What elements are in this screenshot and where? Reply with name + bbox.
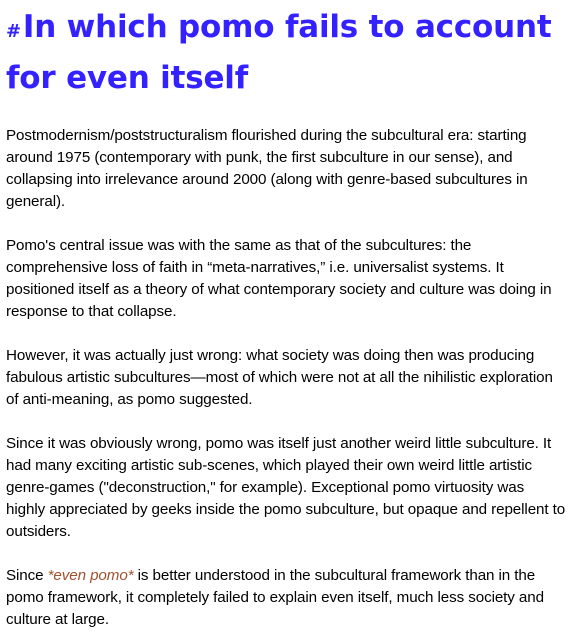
paragraph-5-end: is better understood in the subcultural framework than in the pomo framework, it completely failed to explain even itself, much less society and culture at large. — [6, 567, 544, 628]
paragraph-4: Since it was obviously wrong, pomo was itself just another weird little subculture. It had many exciting artistic sub-scenes, which played their own weird little artistic genre-games ("deconstruction," for example). Exceptional pomo virtuosity was highly appreciated by geeks inside the pomo subculture, but opaque and repellent to outsiders. — [6, 435, 566, 540]
paragraph-1: Postmodernism/poststructuralism flourished during the subcultural era: starting around 1975 (contemporary with punk, the first subculture in our sense), and collapsing into irrelevance around 2000 (along with genre-based subcultures in general). — [6, 127, 528, 210]
paragraph-3: However, it was actually just wrong: what society was doing then was producing fabulous artistic subcultures—most of which were not at all the nihilistic exploration of anti-meaning, as pomo suggested. — [6, 347, 553, 408]
document — [6, 0, 566, 631]
paragraph-5 — [6, 565, 566, 631]
emphasized-phrase: *even pomo* — [47, 567, 134, 584]
paragraph-5-start: Since — [6, 567, 48, 584]
paragraph-2: Pomo's central issue was with the same as that of the subcultures: the comprehensive loss of faith in “meta-narratives,” i.e. universalist systems. It positioned itself as a theory of what contemporary society and culture was doing in response to that collapse. — [6, 237, 552, 320]
page-title-text: In which pomo fails to account for even itself — [6, 9, 552, 96]
heading-anchor-link[interactable]: # — [6, 21, 21, 42]
page-title — [6, 4, 566, 101]
